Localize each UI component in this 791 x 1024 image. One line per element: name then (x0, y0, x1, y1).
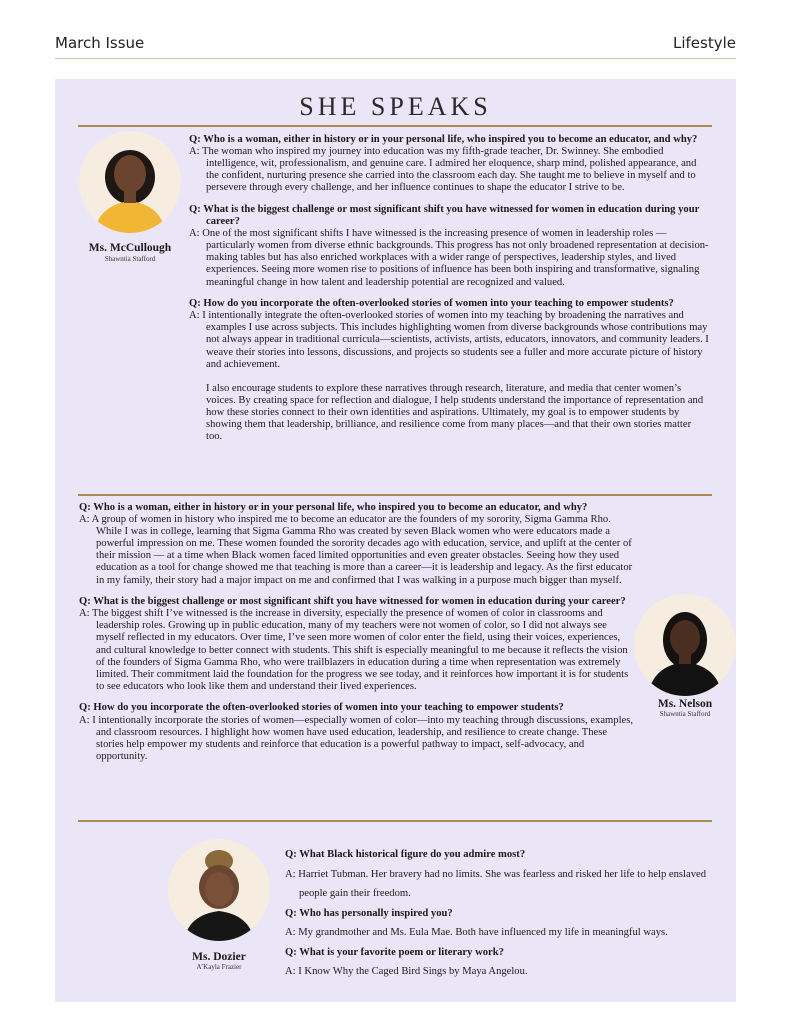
issue-label: March Issue (55, 34, 145, 52)
portrait-image (79, 131, 181, 233)
gold-divider (78, 125, 712, 127)
avatar (168, 839, 270, 941)
question: Q: Who is a woman, either in history or in your personal life, who inspired you to become an educator, and why? (189, 134, 698, 145)
section-label: Lifestyle (672, 34, 736, 52)
answer: A: I Know Why the Caged Bird Sings by Maya Angelou. (285, 966, 528, 977)
portrait-image (634, 594, 736, 696)
question: Q: How do you incorporate the often-overlooked stories of women into your teaching to empower students? (189, 298, 674, 310)
gold-divider (78, 820, 712, 822)
question: Q: What is the biggest challenge or most significant shift you have witnessed for women in education during your career? (189, 203, 700, 228)
answer: A: I intentionally integrate the often-overlooked stories of women into my teaching by broadening the narratives and examples I use across subjects. This includes highlighting women from diverse backgrounds whose contributions may not always appear in traditional curricula—scientists, activists, artists, educators, innovators, and community leaders. I weave their stories into lessons, discussions, and projects so students see a fuller and more accurate picture of history and achievement. (189, 310, 709, 370)
answer-paragraph: I also encourage students to explore these narratives through research, literature, and media that center women’s voices. By creating space for reflection and dialogue, I help students understand the importance of representation and how these stories connect to their own identities and aspirations. Ultimately, my goal is to empower students by showing them that leadership, brilliance, and resilience come from many places—and that their own stories matter too. (206, 382, 704, 443)
profile-name: Ms. Nelson (657, 698, 713, 710)
question: Q: What is your favorite poem or literary work? (285, 946, 504, 958)
avatar (634, 594, 736, 696)
question: Q: How do you incorporate the often-overlooked stories of women into your teaching to empower students? (79, 702, 564, 714)
answer: A: One of the most significant shifts I have witnessed is the increasing presence of women in leadership roles —particularly women from diverse ethnic backgrounds. This progress has not only broadened representation at decision-making tables but has also enriched workplaces with a wider range of perspectives, leadership styles, and lived experiences. Seeing more women rise to positions of influence has been both inspiring and transformative, signaling meaningful change in how talent and leadership potential are recognized and valued. (189, 228, 709, 288)
qa-block (79, 502, 635, 763)
answer: A: Harriet Tubman. Her bravery had no limits. She was fearless and risked her life to help enslaved people gain their freedom. (285, 868, 706, 899)
portrait-image (168, 839, 270, 941)
page-title: SHE SPEAKS (299, 92, 492, 121)
question: Q: Who has personally inspired you? (285, 907, 453, 919)
question: Q: Who is a woman, either in history or in your personal life, who inspired you to become an educator, and why? (79, 502, 588, 513)
page-header (55, 34, 736, 52)
qa-block (189, 134, 709, 443)
avatar (79, 131, 181, 233)
profile-name: Ms. Dozier (192, 951, 246, 963)
answer: A: The biggest shift I’ve witnessed is the increase in diversity, especially the presence of women of color in classrooms and leadership roles. Growing up in public education, many of my teachers were not women of color, so I did not always see myself reflected in my educators. Over time, I’ve seen more women of color enter the field, using their voices, experiences, and cultural knowledge to better connect with students. This shift is especially meaningful to me because it reflects the vision of the founders of Sigma Gamma Rho, who were trailblazers in education during a time when representation was extremely limited. Their commitment laid the foundation for the progress we see today, and it reinforces how important it is for students to see educators who look like them and understand their lived experiences. (79, 608, 629, 692)
question: Q: What Black historical figure do you admire most? (285, 849, 526, 860)
header-divider (55, 58, 736, 59)
question: Q: What is the biggest challenge or most significant shift you have witnessed for women in education during your career? (79, 596, 626, 608)
qa-block (285, 845, 715, 982)
profile-name: Ms. McCullough (88, 242, 172, 254)
answer: A: My grandmother and Ms. Eula Mae. Both have influenced my life in meaningful ways. (285, 927, 668, 938)
answer: A: The woman who inspired my journey into education was my fifth-grade teacher, Dr. Swinney. She embodied intelligence, wit, professionalism, and genuine care. I admired her eloquence, sharp mind, polished appearance, and the confident, nurturing presence she carried into the classroom each day. She taught me to believe in myself and to persevere through every challenge, and her influence continues to shape the educator I strive to be. (189, 146, 697, 194)
photo-credit: Shawntia Stafford (659, 710, 711, 718)
answer: A: A group of women in history who inspired me to become an educator are the founders of my sorority, Sigma Gamma Rho. While I was in college, learning that Sigma Gamma Rho was created by seven Black women who were educators made a powerful impression on me. These women founded the sorority decades ago with education, service, and uplift at the center of their mission — at a time when Black women faced limited opportunities and even greater obstacles. Seeing how they used education as a tool for change showed me that teaching is more than a career—it is leadership and legacy. As the first educator in my family, their story had a major impact on me and confirmed that I was walking in a purpose much bigger than myself. (79, 514, 633, 586)
photo-credit: A’Kayla Frazier (196, 963, 242, 971)
photo-credit: Shawntia Stafford (104, 255, 156, 263)
gold-divider (78, 494, 712, 496)
answer: A: I intentionally incorporate the stories of women—especially women of color—into my teaching through discussions, examples, and classroom resources. I highlight how women have used education, leadership, and resilience to create change. These stories help empower my students and reinforce that education is a powerful pathway to impact, self-advocacy, and opportunity. (79, 714, 633, 762)
